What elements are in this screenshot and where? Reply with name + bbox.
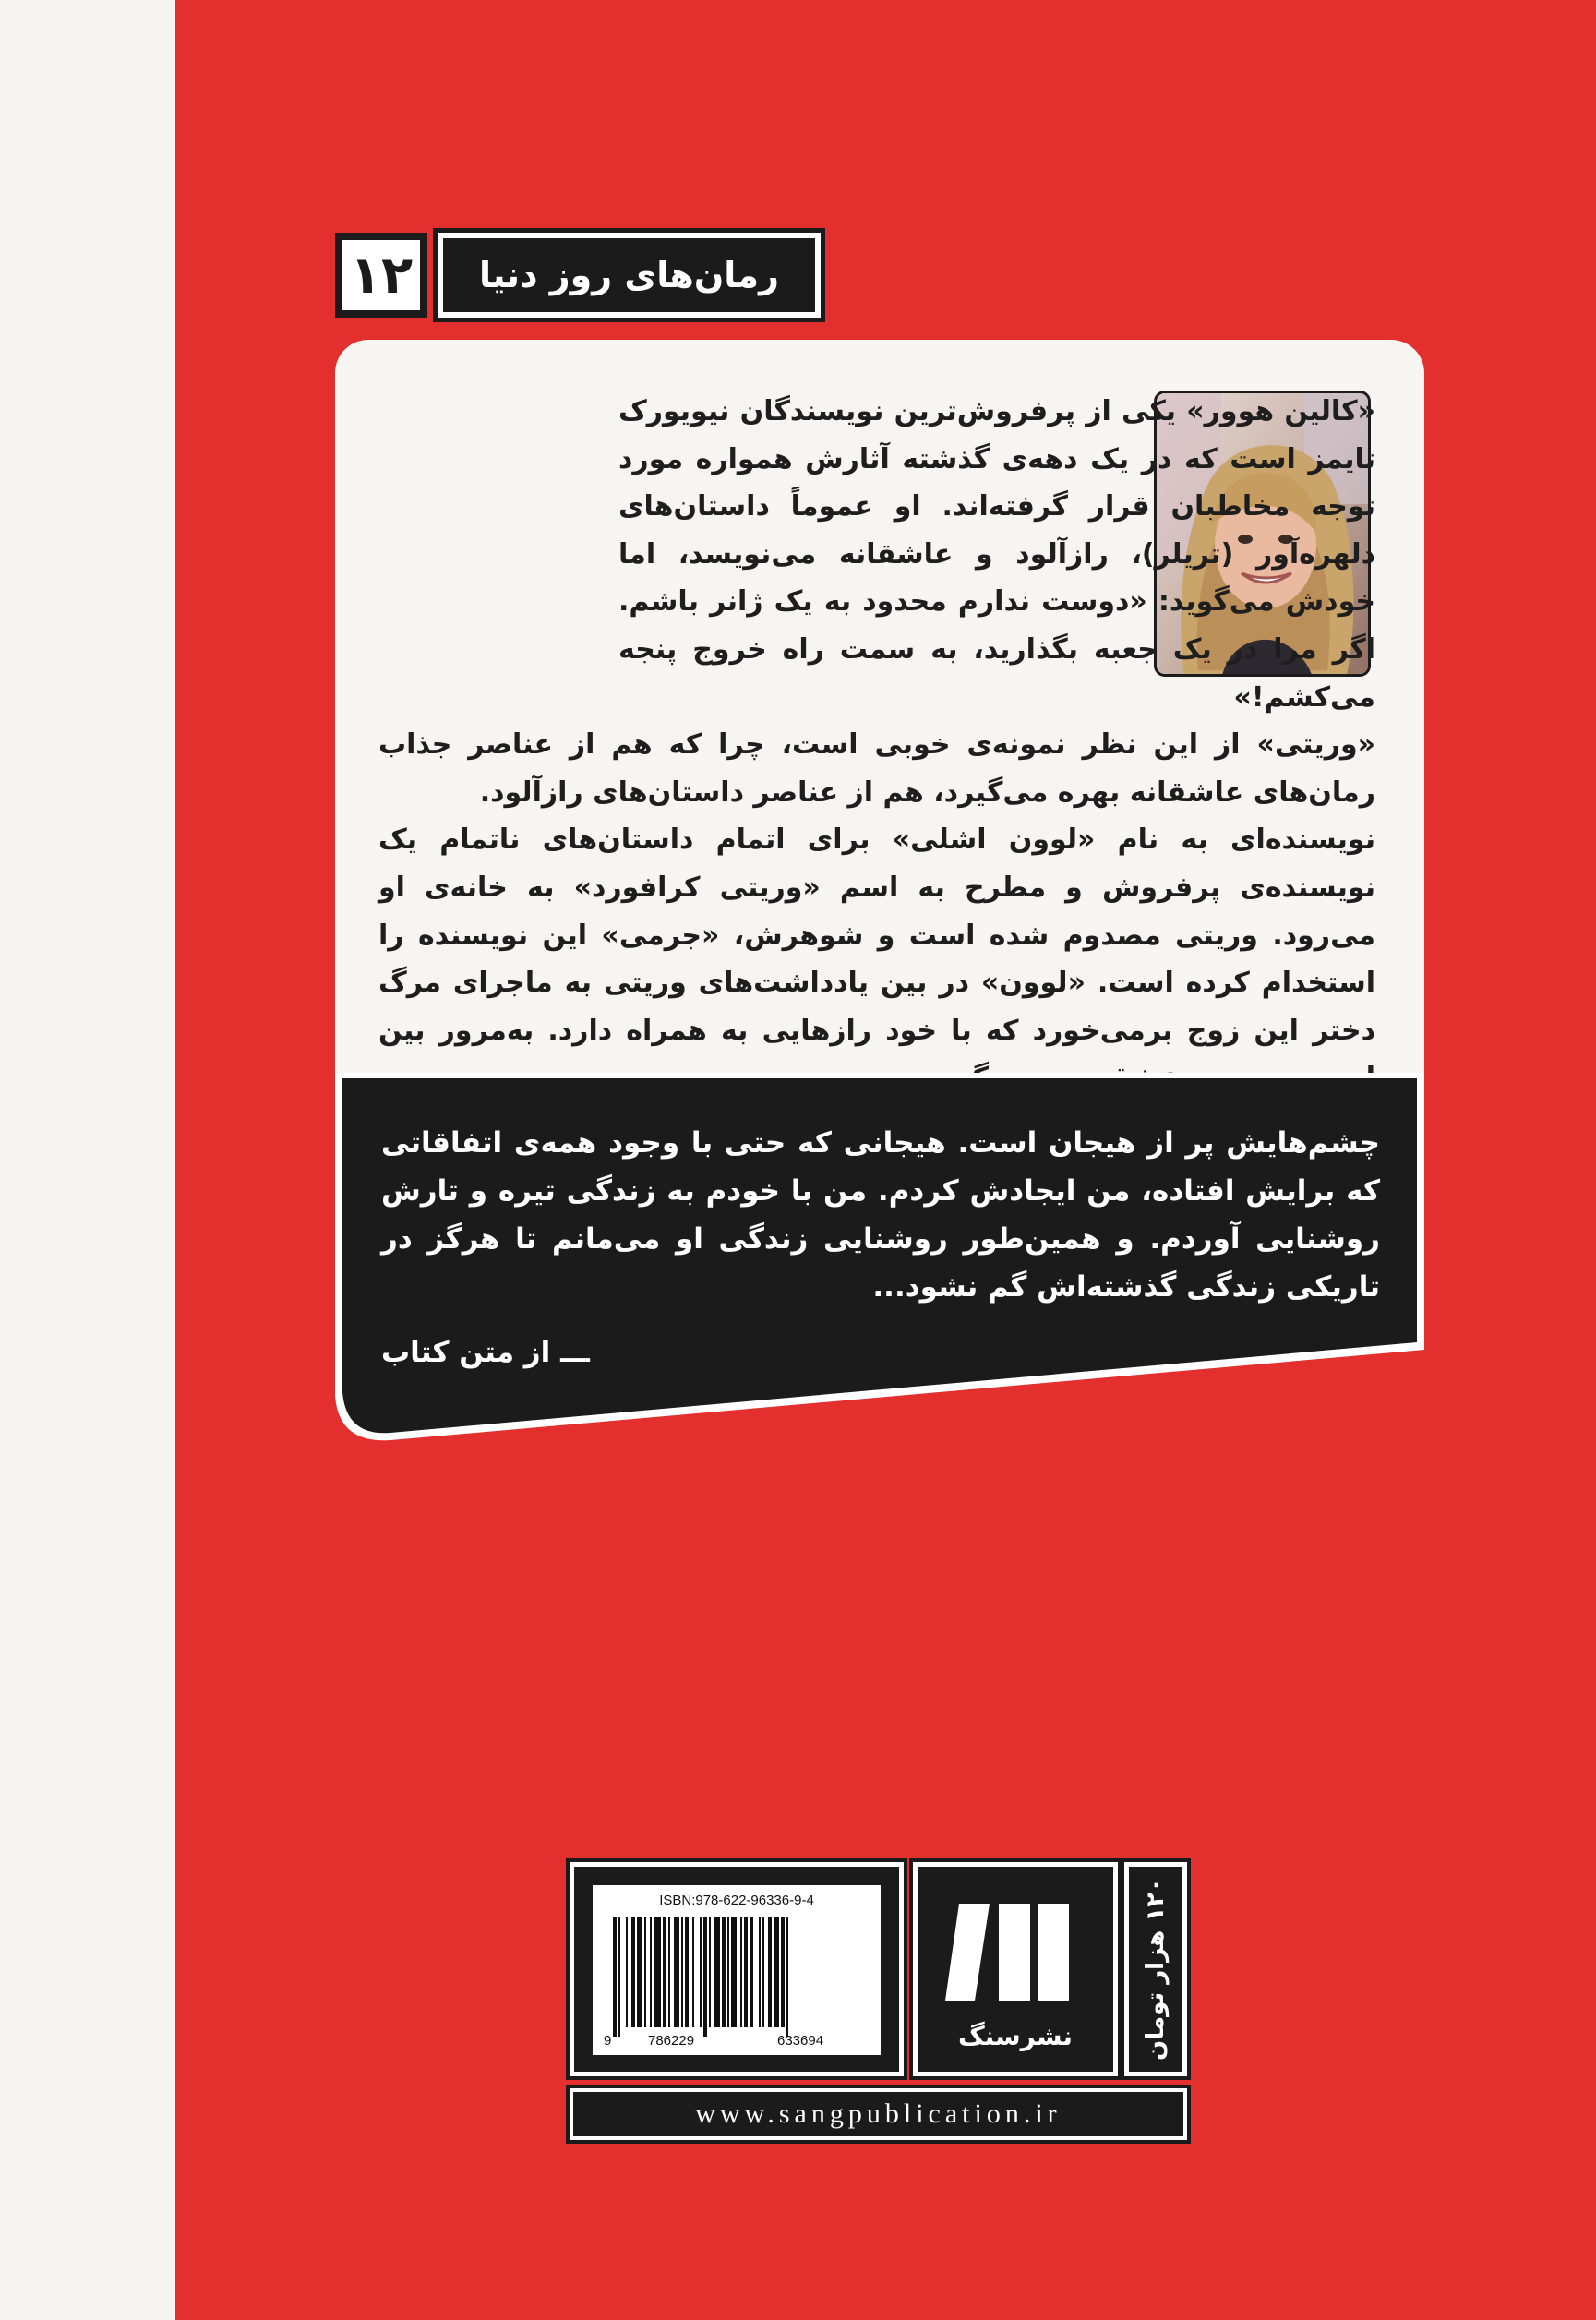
synopsis-paragraph: نویسنده‌ای به نام «لوون اشلی» برای اتمام داستان‌های ناتمام یک نویسنده‌ی پرفروش و مطرح به اسم «وریتی کرافورد» به خانه‌ی او می‌رود. وریتی مصدوم شده است و شوهرش، «جرمی» این نویسنده را استخدام کرده است. «لوون» در بین یادداشت‌های وریتی به ماجرای مرگ دختر این زوج برمی‌خورد که با خود رازهایی به همراه دارد. به‌مرور بین <box>378 823 1375 1047</box>
barcode-bar <box>762 1917 764 2027</box>
barcode-box <box>570 1862 904 2076</box>
barcode-bar <box>714 1917 720 2027</box>
barcode-bar <box>709 1917 711 2027</box>
publisher-name: نشرسنگ <box>957 2021 1074 2051</box>
barcode-bar <box>740 1917 742 2027</box>
barcode-bar <box>650 1917 652 2027</box>
book-excerpt-quote: چشم‌هایش پر از هیجان است. هیجانی که حتی با وجود همه‌ی اتفاقاتی که برایش افتاده، من ایجادش کردم. من با خودم به زندگی تیره و تارش روشنایی آوردم. و همین‌طور روشنایی زندگی او می‌مانم تا هرگز در تاریکی زندگی گذشته‌اش گم نشود... <box>381 1126 1380 1304</box>
barcode-bar <box>786 1917 788 2037</box>
series-title: رمان‌های روز دنیا <box>438 233 821 318</box>
barcode-bar <box>768 1917 772 2027</box>
barcode-bar <box>759 1917 761 2027</box>
barcode-bar <box>654 1917 661 2027</box>
barcode-bar <box>631 1917 635 2027</box>
barcode-bar <box>750 1917 753 2027</box>
barcode-bar <box>663 1917 666 2027</box>
publisher-website[interactable]: www.sangpublication.ir <box>570 2088 1187 2140</box>
barcode-bar <box>700 1917 702 2027</box>
barcode-bars <box>593 1885 881 2055</box>
barcode-bar <box>668 1917 670 2027</box>
quote-panel <box>335 1073 1424 1442</box>
barcode-bar <box>731 1917 737 2027</box>
photo-text-wrap-spacer <box>378 380 618 680</box>
barcode-bar <box>722 1917 726 2027</box>
price-label: ۱۲۰ هزار تومان <box>1142 1878 1170 2061</box>
barcode-bar <box>774 1917 779 2027</box>
barcode-bar <box>781 1917 785 2027</box>
barcode-bar <box>692 1917 694 2027</box>
barcode-bar <box>685 1917 689 2027</box>
barcode-digits-right: 633694 <box>777 2033 824 2049</box>
barcode-bar <box>618 1917 620 2037</box>
synopsis-paragraph: «کالین هوور» یکی از پرفروش‌ترین نویسندگان نیویورک تایمز است که در یک دهه‌ی گذشته آثارش همواره مورد توجه مخاطبان قرار گرفته‌اند. او عموماً داستان‌های دلهره‌آور (تریلر)، راز‌آلود و عاشقانه می‌نویسد، اما خودش می‌گوید: «دوست ندارم محدود به یک ژانر باشم. اگر مرا در یک جعبه بگذارید، به سمت راه خروج پنجه می‌کشم!» <box>618 395 1375 714</box>
synopsis-text <box>378 388 1375 1102</box>
barcode-bar <box>703 1917 707 2037</box>
quote-source: ـــ از متن کتاب <box>381 1336 590 1369</box>
barcode-bar <box>744 1917 748 2027</box>
publisher-logo-box <box>913 1862 1118 2076</box>
synopsis-paragraph: «وریتی» از این نظر نمونه‌ی خوبی است، چرا که هم از عناصر جذاب رمان‌های عاشقانه بهره می‌گیرد، هم از عناصر داستان‌های راز‌آلود. <box>378 728 1375 809</box>
barcode-bar <box>626 1917 628 2027</box>
isbn-number: ISBN:978-622-96336-9-4 <box>659 1893 814 1908</box>
barcode-bar <box>681 1917 683 2027</box>
barcode-digits-left: 786229 <box>648 2033 695 2049</box>
barcode-digit-prefix: 9 <box>604 2033 612 2049</box>
barcode-bar <box>637 1917 642 2027</box>
barcode-bar <box>644 1917 646 2027</box>
barcode-bar <box>674 1917 679 2027</box>
series-number-badge: ۱۲ <box>335 233 427 318</box>
price-box <box>1124 1862 1187 2076</box>
barcode <box>593 1885 881 2055</box>
barcode-bar <box>727 1917 729 2027</box>
barcode-bar <box>613 1917 617 2037</box>
